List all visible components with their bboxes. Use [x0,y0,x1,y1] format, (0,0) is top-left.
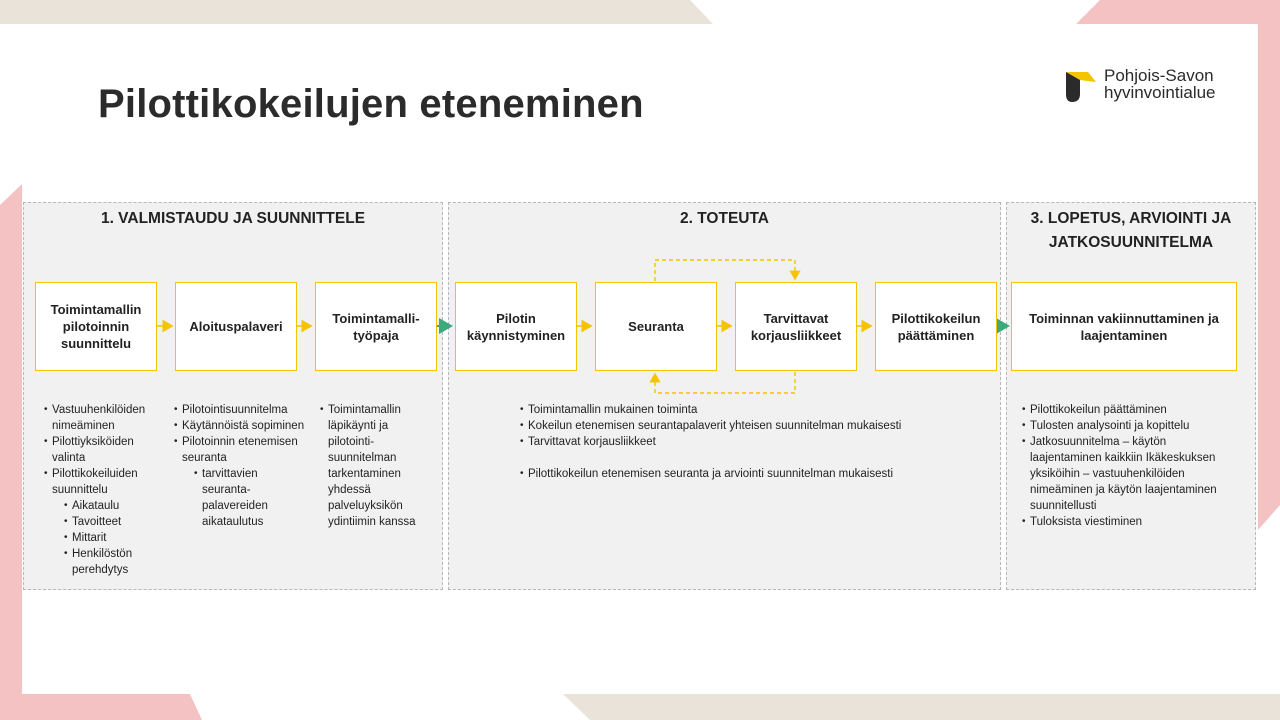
bullet-subitem: • tarvittavien seuranta-palavereiden aikataulutus [194,466,290,530]
bullet-subitem: • Aikataulu [64,498,162,514]
bullet-list-workshop [320,402,432,530]
step-box-pilot-closure: Pilottikokeilun päättäminen [875,282,997,371]
bullet-item: • Kokeilun etenemisen seurantapalaverit yhteisen suunnitelman mukaisesti [520,418,990,434]
bullet-list-kickoff [174,402,312,530]
bullet-list-preparation [44,402,162,578]
logo-text-line2: hyvinvointialue [1104,83,1216,102]
bullet-list-implementation [520,402,990,482]
bullet-item: • Pilottikokeilun etenemisen seuranta ja arviointi suunnitelman mukaisesti [520,466,990,482]
phase-title-3: 3. LOPETUS, ARVIOINTI JA JATKOSUUNNITELMA [1030,210,1232,251]
bullet-item: • Pilotointisuunnitelma [174,402,312,418]
bullet-item: • Toimintamallin mukainen toiminta [520,402,990,418]
loop-arrow-top [655,260,795,281]
bullet-item: • Jatkosuunnitelma – käytön laajentaminen kaikkiin Ikäkeskuksen yksiköihin – vastuuhenkilöiden nimeäminen ja käytön laajentaminen suunnitellusti [1022,434,1220,514]
logo-text-line1: Pohjois-Savon [1104,66,1214,85]
bullet-list-closure [1022,402,1220,530]
bullet-item: • Tuloksista viestiminen [1022,514,1220,530]
loop-arrow-bottom [655,372,795,393]
bullet-item: • Toimintamallin läpikäynti ja pilotointi-suunnitelman tarkentaminen yhdessä palveluyksikön ydintiimin kanssa [320,402,432,530]
bullet-item: • Pilottikokeiluiden suunnittelu [44,466,162,498]
step-box-monitoring: Seuranta [595,282,717,371]
bullet-item: • Vastuuhenkilöiden nimeäminen [44,402,162,434]
bullet-item: • Pilottikokeilun päättäminen [1022,402,1220,418]
page-title: Pilottikokeilujen eteneminen [98,82,644,126]
bullet-subitem: • Tavoitteet [64,514,162,530]
bullet-item: • Pilottiyksiköiden valinta [44,434,162,466]
bullet-item: • Tarvittavat korjausliikkeet [520,434,990,450]
bullet-item: • Tulosten analysointi ja kopittelu [1022,418,1220,434]
bullet-subitem: • Henkilöstön perehdytys [64,546,162,578]
step-box-pilot-launch: Pilotin käynnistyminen [455,282,577,371]
step-box-corrective-actions: Tarvittavat korjausliikkeet [735,282,857,371]
phase-title-2: 2. TOTEUTA [680,210,769,227]
step-box-model-workshop: Toimintamalli-työpaja [315,282,437,371]
bullet-item: • Käytännöistä sopiminen [174,418,312,434]
phase-title-1: 1. VALMISTAUDU JA SUUNNITTELE [100,210,366,227]
step-box-pilot-planning: Toimintamallin pilotoinnin suunnittelu [35,282,157,371]
step-box-kickoff-meeting: Aloituspalaveri [175,282,297,371]
bullet-subitem: • Mittarit [64,530,162,546]
bullet-item: • Pilotoinnin etenemisen seuranta [174,434,312,466]
step-box-establish-and-expand: Toiminnan vakiinnuttaminen ja laajentaminen [1011,282,1237,371]
